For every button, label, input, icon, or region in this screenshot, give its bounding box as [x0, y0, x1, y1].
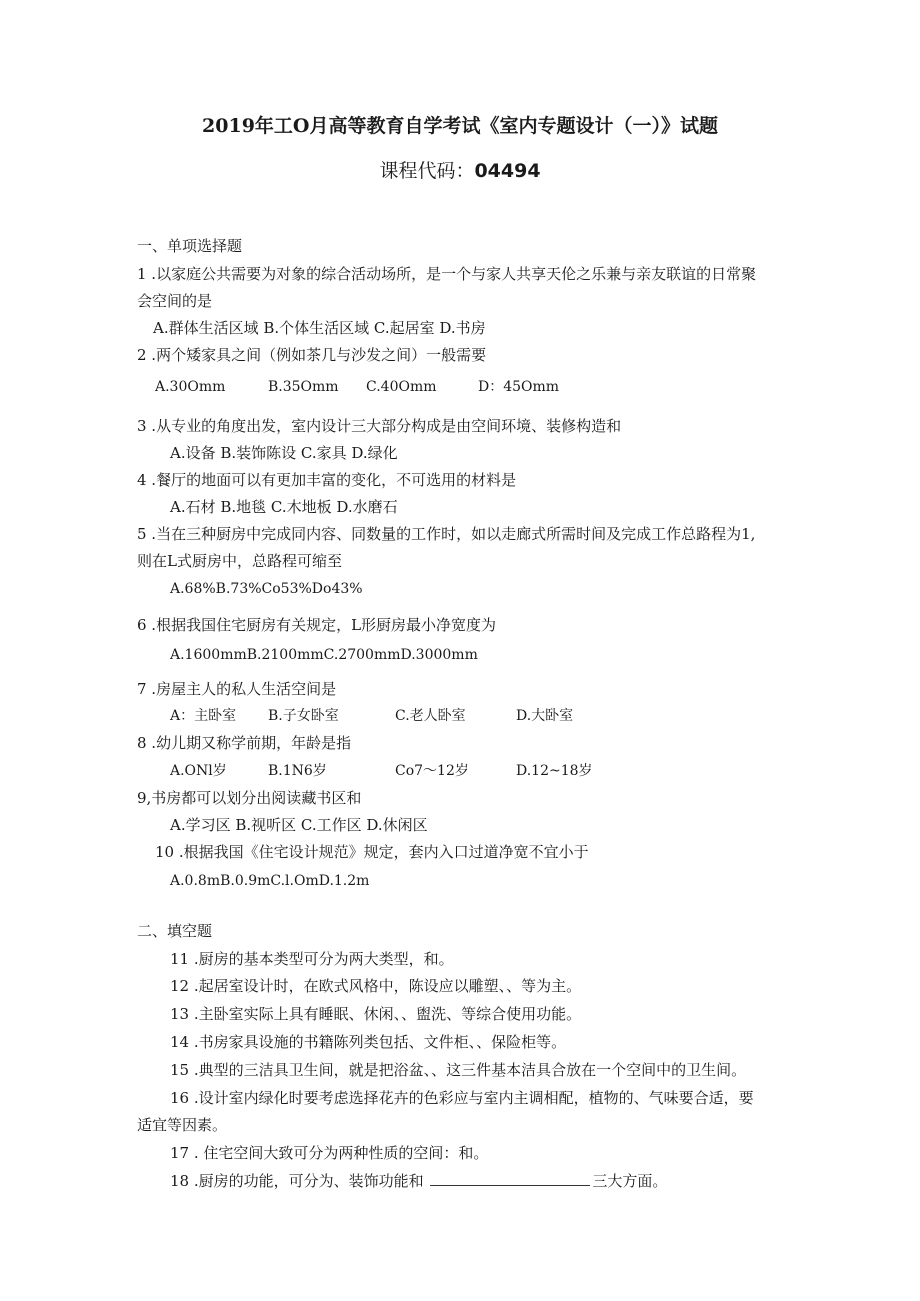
section-heading-fill: 二、填空题: [137, 922, 213, 940]
question-10-options: A.0.8mB.0.9mC.l.OmD.1.2m: [170, 873, 370, 889]
question-4: 4 .餐厅的地面可以有更加丰富的变化，不可选用的材料是: [137, 471, 517, 489]
question-7-option-b: B.子女卧室: [268, 708, 339, 724]
course-code-value: 04494: [474, 160, 541, 182]
question-8: 8 .幼儿期又称学前期，年龄是指: [137, 734, 352, 752]
question-7-option-c: C.老人卧室: [395, 708, 466, 724]
question-2-option-c: C.40Omm: [366, 379, 437, 395]
question-6: 6 .根据我国住宅厨房有关规定，L形厨房最小净宽度为: [137, 616, 497, 634]
question-9: 9,书房都可以划分出阅读藏书区和: [137, 789, 362, 807]
question-8-options: [0, 761, 920, 781]
question-2-option-a: A.30Omm: [155, 379, 226, 395]
question-2-option-b: B.35Omm: [268, 379, 339, 395]
question-3-options: A.设备 B.装饰陈设 C.家具 D.绿化: [170, 444, 398, 462]
question-12: 12 .起居室设计时，在欧式风格中，陈设应以雕塑、、等为主。: [170, 977, 582, 995]
question-13: 13 .主卧室实际上具有睡眠、休闲、、盥洗、等综合使用功能。: [170, 1005, 582, 1023]
question-7-option-a: A：主卧室: [170, 708, 237, 724]
question-1-line2: 会空间的是: [137, 292, 213, 310]
question-3: 3 .从专业的角度出发，室内设计三大部分构成是由空间环境、装修构造和: [137, 417, 622, 435]
question-8-option-a: A.ONl岁: [170, 763, 227, 779]
question-9-options: A.学习区 B.视听区 C.工作区 D.休闲区: [170, 816, 428, 834]
page-title: 2019年工O月高等教育自学考试《室内专题设计（一）》试题: [202, 115, 718, 137]
question-5-line2: 则在L式厨房中，总路程可缩至: [137, 552, 342, 570]
question-4-options: A.石材 B.地毯 C.木地板 D.水磨石: [170, 498, 398, 516]
question-6-options: A.1600mmB.2100mmC.2700mmD.3000mm: [170, 647, 478, 663]
question-18-text: 18 .厨房的功能，可分为、装饰功能和: [170, 1172, 424, 1190]
question-16-line1: 16 .设计室内绿化时要考虑选择花卉的色彩应与室内主调相配，植物的、气味要合适，要: [170, 1089, 754, 1107]
question-1-line1: 1 .以家庭公共需要为对象的综合活动场所，是一个与家人共享天伦之乐兼与亲友联谊的日常聚: [137, 265, 757, 283]
question-11: 11 .厨房的基本类型可分为两大类型，和。: [170, 950, 454, 968]
course-code: [0, 158, 920, 184]
question-2-options: [0, 377, 920, 397]
section-heading-choice: 一、单项选择题: [137, 237, 243, 255]
question-2: 2 .两个矮家具之间（例如茶几与沙发之间）一般需要: [137, 346, 487, 364]
question-7: 7 .房屋主人的私人生活空间是: [137, 680, 337, 698]
question-14: 14 .书房家具设施的书籍陈列类包括、文件柜、、保险柜等。: [170, 1033, 567, 1051]
question-7-options: [0, 706, 920, 726]
question-5-line1: 5 .当在三种厨房中完成同内容、同数量的工作时，如以走廊式所需时间及完成工作总路程为1,: [137, 525, 756, 543]
question-10: 10 .根据我国《住宅设计规范》规定，套内入口过道净宽不宜小于: [155, 843, 589, 861]
question-17: 17 . 住宅空间大致可分为两种性质的空间：和。: [170, 1144, 489, 1162]
question-18: [170, 1171, 667, 1191]
answer-blank: [430, 1171, 590, 1186]
question-15: 15 .典型的三洁具卫生间，就是把浴盆、、这三件基本洁具合放在一个空间中的卫生间。: [170, 1061, 747, 1079]
question-8-option-b: B.1N6岁: [268, 763, 327, 779]
question-16-line2: 适宜等因素。: [137, 1116, 228, 1134]
question-1-options: A.群体生活区域 B.个体生活区域 C.起居室 D.书房: [153, 319, 486, 337]
question-18-tail: 三大方面。: [592, 1172, 668, 1190]
question-7-option-d: D.大卧室: [516, 708, 574, 724]
question-8-option-c: Co7～12岁: [395, 763, 469, 779]
course-code-label: 课程代码：: [379, 160, 475, 182]
question-5-options: A.68%B.73%Co53%Do43%: [170, 581, 363, 597]
question-8-option-d: D.12~18岁: [516, 763, 593, 779]
question-2-option-d: D：45Omm: [478, 379, 560, 395]
